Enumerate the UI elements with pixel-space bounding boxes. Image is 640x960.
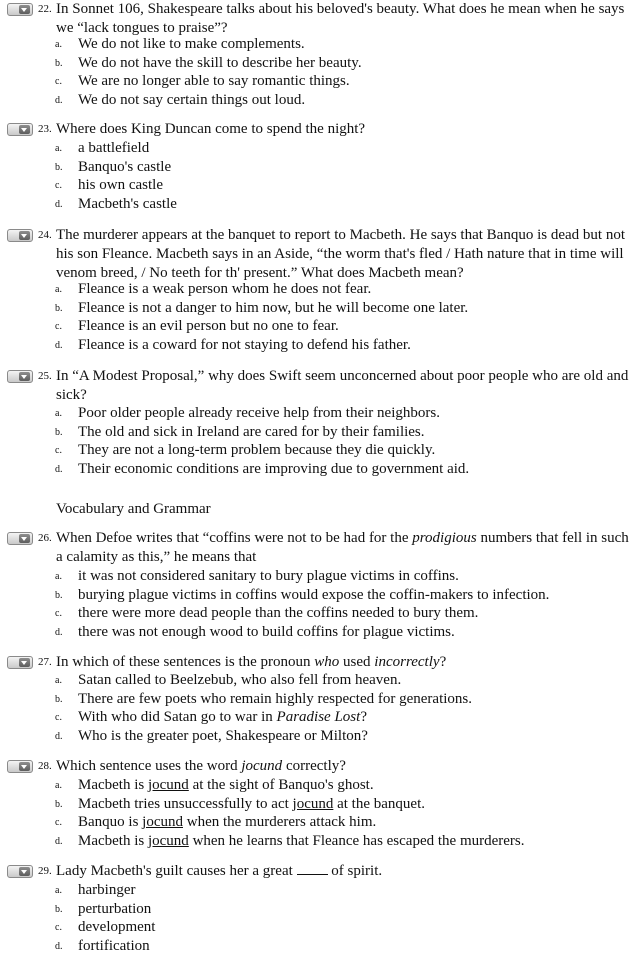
dropdown-arrow-icon (19, 534, 30, 543)
option-c[interactable]: c. Fleance is an evil person but no one to fear. (55, 318, 339, 335)
option-d[interactable]: d. Their economic conditions are improving due to government aid. (55, 461, 470, 478)
option-c[interactable]: c. We are no longer able to say romantic things. (55, 73, 350, 90)
dropdown-arrow-icon (19, 231, 30, 240)
question-number: 23. (38, 123, 52, 135)
question-stem: In “A Modest Proposal,” why does Swift seem unconcerned about poor people who are old and sick? (56, 368, 629, 403)
option-a[interactable]: a. a battlefield (55, 140, 150, 156)
question-number: 28. (38, 760, 52, 772)
option-b[interactable]: b. There are few poets who remain highly respected for generations. (55, 690, 473, 707)
option-a[interactable]: a. Fleance is a weak person whom he does not fear. (55, 281, 372, 297)
answer-dropdown-29[interactable] (7, 865, 33, 878)
option-c[interactable]: c. Banquo is jocund when the murderers attack him. (55, 814, 377, 831)
answer-dropdown-27[interactable] (7, 656, 33, 669)
answer-dropdown-24[interactable] (7, 229, 33, 242)
option-a[interactable]: a. it was not considered sanitary to bury plague victims in coffins. (55, 568, 459, 584)
option-a[interactable]: a. harbinger (55, 882, 136, 898)
answer-dropdown-28[interactable] (7, 760, 33, 773)
question-stem: When Defoe writes that “coffins were not to be had for the prodigious numbers that fell in such a calamity as this,” he means that (56, 530, 629, 565)
answer-dropdown-23[interactable] (7, 123, 33, 136)
option-c[interactable]: c. development (55, 919, 156, 936)
question-stem: Lady Macbeth's guilt causes her a great of spirit. (56, 863, 383, 879)
question-stem: In Sonnet 106, Shakespeare talks about his beloved's beauty. What does he mean when he says we “lack tongues to praise”? (56, 1, 625, 36)
option-d[interactable]: d. Who is the greater poet, Shakespeare or Milton? (55, 728, 368, 745)
answer-dropdown-22[interactable] (7, 3, 33, 16)
answer-dropdown-26[interactable] (7, 532, 33, 545)
dropdown-arrow-icon (19, 658, 30, 667)
question-number: 27. (38, 656, 52, 668)
question-number: 24. (38, 229, 52, 241)
option-b[interactable]: b. Banquo's castle (55, 158, 172, 175)
question-stem: The murderer appears at the banquet to report to Macbeth. He says that Banquo is dead but not his son Fleance. Macbeth says in an Aside, “the worm that's fled / Hath nature that in time will venom breed, / No teeth for th' present.” What does Macbeth mean? (56, 227, 625, 281)
option-d[interactable]: d. Fleance is a coward for not staying to defend his father. (55, 337, 411, 354)
option-b[interactable]: b. Macbeth tries unsuccessfully to act jocund at the banquet. (55, 795, 425, 812)
option-a[interactable]: a. Satan called to Beelzebub, who also fell from heaven. (55, 672, 402, 688)
answer-blank (297, 862, 328, 875)
option-d[interactable]: d. Macbeth is jocund when he learns that Fleance has escaped the murderers. (55, 833, 525, 850)
question-stem: In which of these sentences is the pronoun who used incorrectly? (56, 654, 447, 670)
option-c[interactable]: c. They are not a long-term problem because they die quickly. (55, 442, 436, 459)
option-a[interactable]: a. Poor older people already receive help from their neighbors. (55, 405, 440, 421)
question-number: 25. (38, 370, 52, 382)
section-heading: Vocabulary and Grammar (56, 501, 211, 517)
option-a[interactable]: a. Macbeth is jocund at the sight of Banquo's ghost. (55, 777, 374, 793)
option-b[interactable]: b. Fleance is not a danger to him now, but he will become one later. (55, 299, 469, 316)
option-d[interactable]: d. Macbeth's castle (55, 196, 177, 213)
option-b[interactable]: b. The old and sick in Ireland are cared for by their families. (55, 423, 425, 440)
option-c[interactable]: c. there were more dead people than the coffins needed to bury them. (55, 605, 479, 622)
dropdown-arrow-icon (19, 125, 30, 134)
option-d[interactable]: d. there was not enough wood to build coffins for plague victims. (55, 624, 455, 641)
option-d[interactable]: d. We do not say certain things out loud. (55, 92, 306, 109)
dropdown-arrow-icon (19, 5, 30, 14)
option-b[interactable]: b. perturbation (55, 900, 152, 917)
answer-dropdown-25[interactable] (7, 370, 33, 383)
option-a[interactable]: a. We do not like to make complements. (55, 36, 305, 52)
question-number: 26. (38, 532, 52, 544)
question-number: 22. (38, 3, 52, 15)
option-b[interactable]: b. We do not have the skill to describe her beauty. (55, 54, 362, 71)
dropdown-arrow-icon (19, 372, 30, 381)
option-b[interactable]: b. burying plague victims in coffins would expose the coffin-makers to infection. (55, 586, 550, 603)
option-d[interactable]: d. fortification (55, 938, 150, 955)
question-stem: Where does King Duncan come to spend the night? (56, 121, 366, 137)
dropdown-arrow-icon (19, 867, 30, 876)
dropdown-arrow-icon (19, 762, 30, 771)
option-c[interactable]: c. With who did Satan go to war in Paradise Lost? (55, 709, 367, 726)
question-number: 29. (38, 865, 52, 877)
option-c[interactable]: c. his own castle (55, 177, 163, 194)
question-stem: Which sentence uses the word jocund correctly? (56, 758, 346, 774)
